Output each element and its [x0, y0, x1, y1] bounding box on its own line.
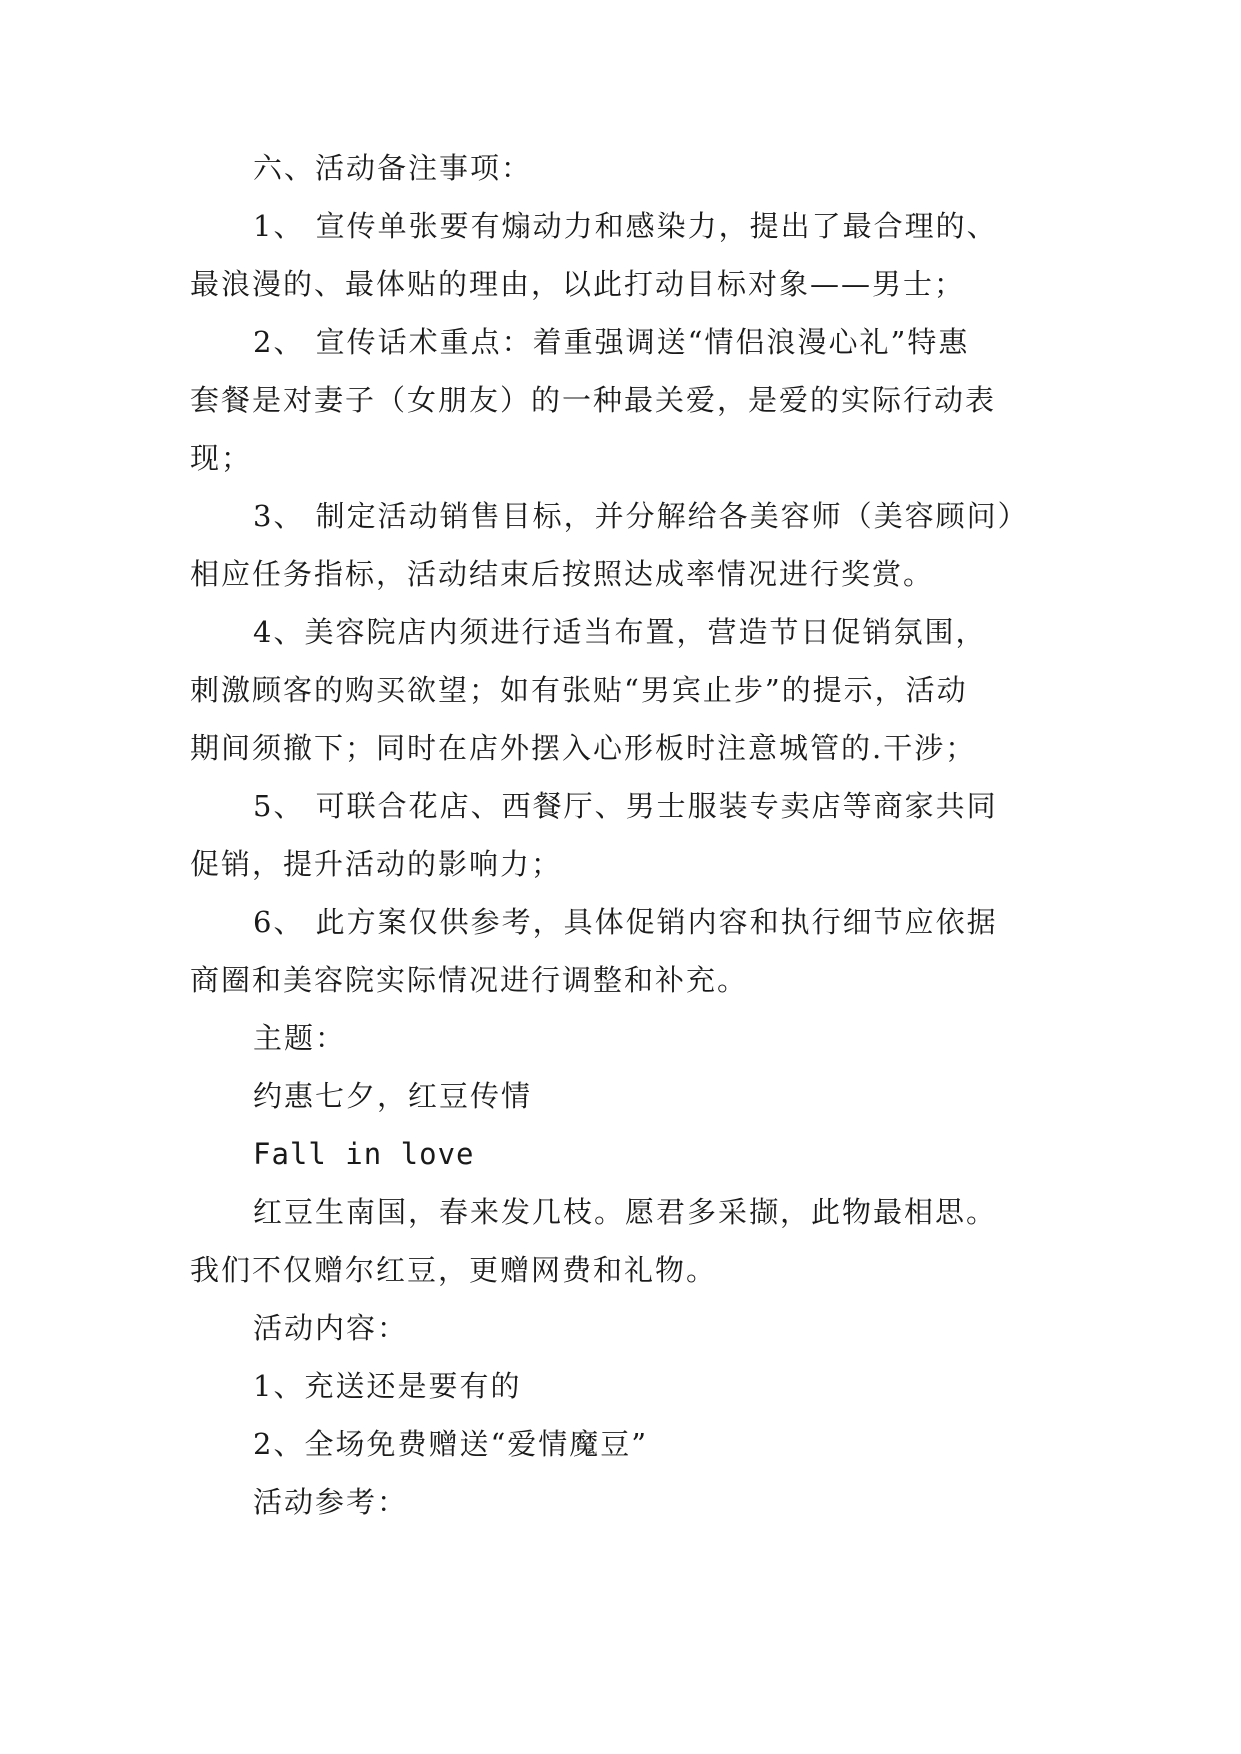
text-line: 活动内容：	[253, 1311, 409, 1345]
text-line: 6、 此方案仅供参考，具体促销内容和执行细节应依据	[253, 905, 998, 939]
text-line: 约惠七夕，红豆传情	[253, 1079, 533, 1113]
document-body	[190, 139, 1070, 1531]
text-line: 六、活动备注事项：	[253, 151, 533, 185]
text-line: 现；	[190, 441, 253, 475]
text-line: Fall in love	[253, 1137, 475, 1171]
text-line: 主题：	[253, 1021, 347, 1055]
text-line: 最浪漫的、最体贴的理由，以此打动目标对象——男士；	[190, 267, 966, 301]
text-line: 套餐是对妻子（女朋友）的一种最关爱，是爱的实际行动表	[190, 383, 997, 417]
text-line: 期间须撤下；同时在店外摆入心形板时注意城管的.干涉；	[190, 731, 977, 765]
text-line: 我们不仅赠尔红豆，更赠网费和礼物。	[190, 1253, 718, 1287]
text-line: 1、 宣传单张要有煽动力和感染力，提出了最合理的、	[253, 209, 998, 243]
text-line: 刺激顾客的购买欲望；如有张贴“男宾止步”的提示，活动	[190, 673, 968, 707]
text-line: 红豆生南国，春来发几枝。愿君多采撷，此物最相思。	[253, 1195, 998, 1229]
text-line: 活动参考：	[253, 1485, 409, 1519]
text-line: 1、充送还是要有的	[253, 1369, 522, 1403]
text-line: 5、 可联合花店、西餐厅、男士服装专卖店等商家共同	[253, 789, 998, 823]
text-line: 2、全场免费赠送“爱情魔豆”	[253, 1427, 649, 1461]
text-line: 促销，提升活动的影响力；	[190, 847, 563, 881]
text-line: 相应任务指标，活动结束后按照达成率情况进行奖赏。	[190, 557, 935, 591]
text-line: 3、 制定活动销售目标，并分解给各美容师（美容顾问）	[253, 499, 1029, 533]
text-line: 2、 宣传话术重点：着重强调送“情侣浪漫心礼”特惠	[253, 325, 970, 359]
text-line: 商圈和美容院实际情况进行调整和补充。	[190, 963, 749, 997]
text-line: 4、美容院店内须进行适当布置，营造节日促销氛围，	[253, 615, 987, 649]
